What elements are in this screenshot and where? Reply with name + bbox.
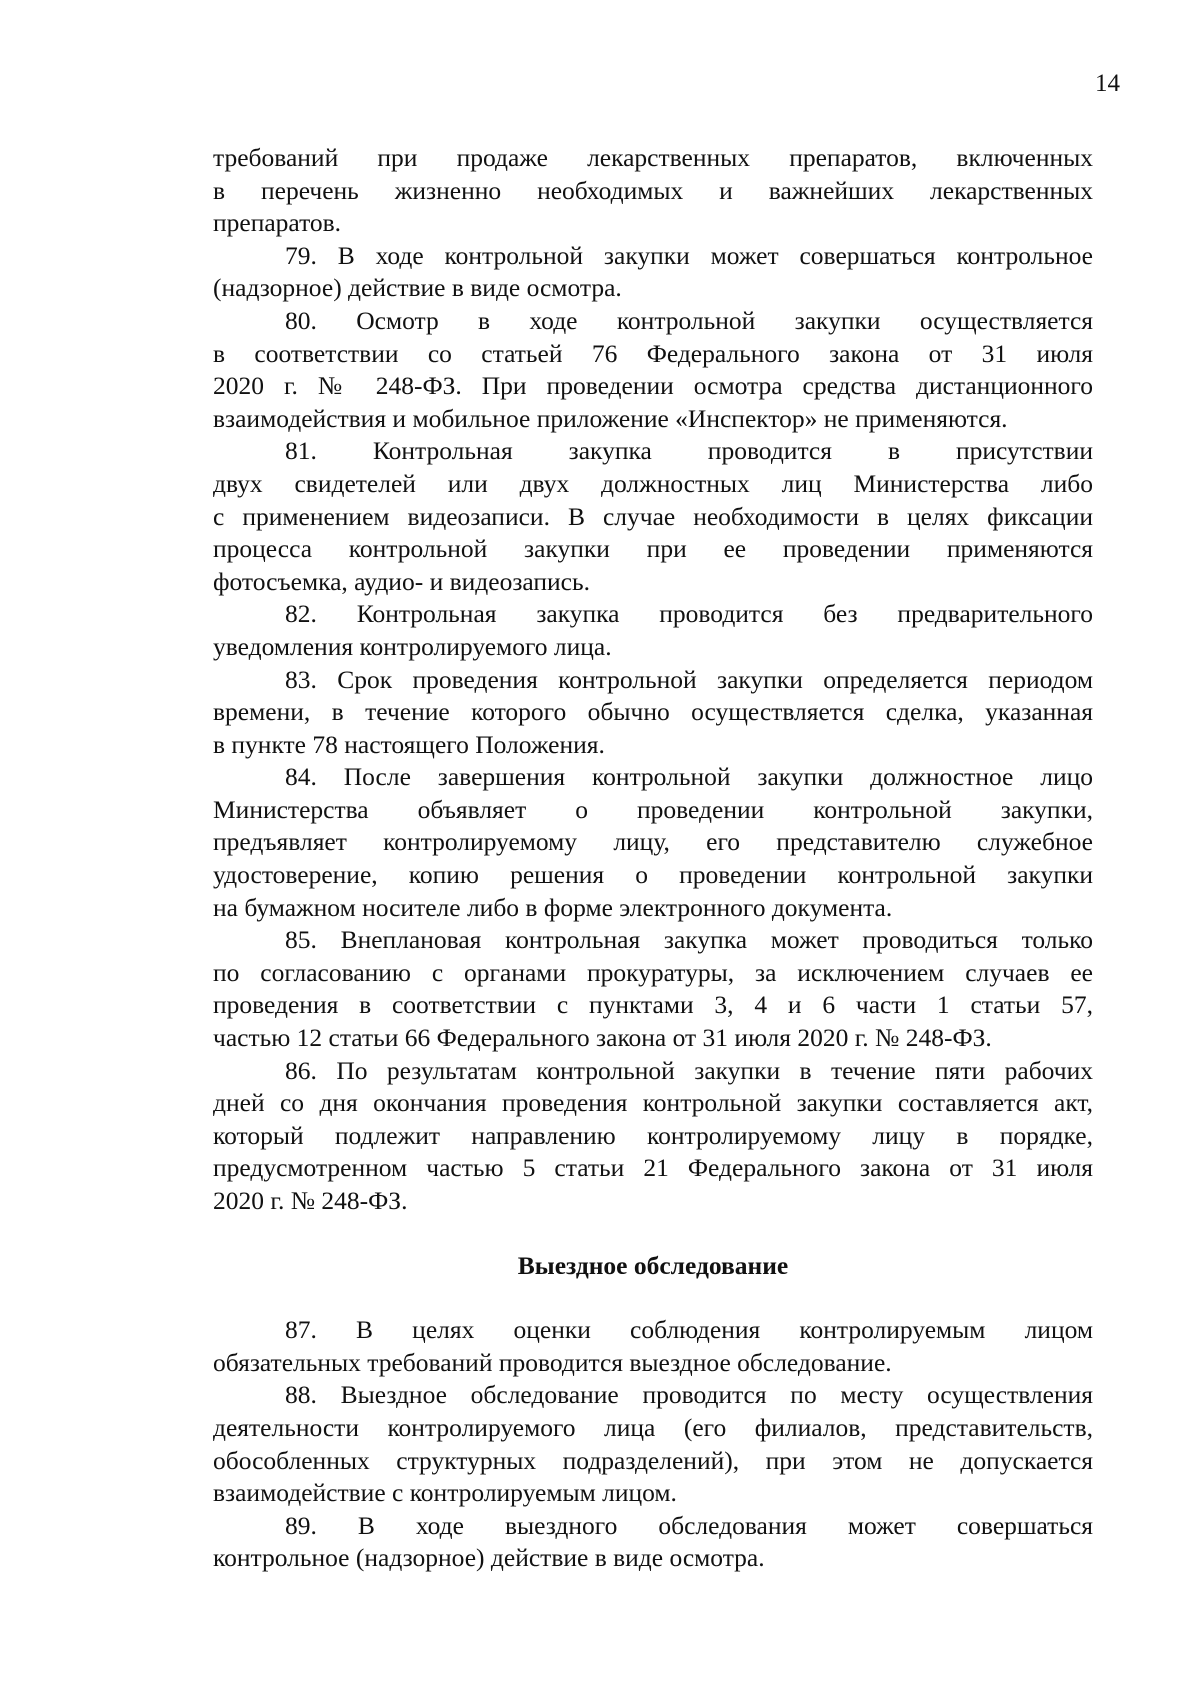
text-line: уведомления контролируемого лица.: [213, 631, 612, 661]
document-body: [213, 142, 1093, 1575]
text-line: деятельности контролируемого лица (его филиалов, представительств,: [213, 1412, 1093, 1442]
paragraph: [213, 598, 1093, 663]
paragraph: [213, 1379, 1093, 1509]
text-line: 88. Выездное обследование проводится по месту осуществления: [285, 1380, 1093, 1410]
text-line: взаимодействие с контролируемым лицом.: [213, 1478, 677, 1508]
page-number: 14: [1095, 70, 1120, 97]
paragraph: [213, 761, 1093, 924]
text-line: фотосъемка, аудио- и видеозапись.: [213, 566, 590, 596]
paragraph: [213, 435, 1093, 598]
text-line: взаимодействия и мобильное приложение «Инспектор» не применяются.: [213, 403, 1008, 433]
text-line: обязательных требований проводится выездное обследование.: [213, 1347, 892, 1377]
paragraph: [213, 305, 1093, 435]
spacer: [213, 1282, 1093, 1314]
text-line: контрольное (надзорное) действие в виде осмотра.: [213, 1543, 765, 1573]
text-line: 2020 г. № 248-ФЗ.: [213, 1186, 408, 1215]
text-line: на бумажном носителе либо в форме электронного документа.: [213, 892, 893, 922]
paragraphs-section-2: [213, 1314, 1093, 1575]
text-line: частью 12 статьи 66 Федерального закона от 31 июля 2020 г. № 248-ФЗ.: [213, 1023, 992, 1053]
text-line: 84. После завершения контрольной закупки должностное лицо: [285, 762, 1093, 792]
paragraph: [213, 924, 1093, 1054]
paragraphs-section-1: [213, 142, 1093, 1218]
text-line: с применением видеозаписи. В случае необходимости в целях фиксации: [213, 501, 1093, 531]
paragraph: [213, 1510, 1093, 1575]
text-line: в соответствии со статьей 76 Федерального закона от 31 июля: [213, 338, 1093, 368]
text-line: 81. Контрольная закупка проводится в присутствии: [285, 436, 1093, 466]
text-line: 2020 г. № 248-ФЗ. При проведении осмотра средства дистанционного: [213, 371, 1093, 401]
paragraph: [213, 664, 1093, 762]
paragraph: [213, 1314, 1093, 1379]
text-line: обособленных структурных подразделений), при этом не допускается: [213, 1445, 1093, 1475]
text-line: 85. Внеплановая контрольная закупка может проводиться только: [285, 925, 1093, 955]
text-line: 79. В ходе контрольной закупки может совершаться контрольное: [285, 240, 1093, 270]
text-line: 87. В целях оценки соблюдения контролируемым лицом: [285, 1315, 1093, 1345]
text-line: по согласованию с органами прокуратуры, за исключением случаев ее: [213, 957, 1093, 987]
text-line: Министерства объявляет о проведении контрольной закупки,: [213, 794, 1093, 824]
text-line: дней со дня окончания проведения контрольной закупки составляется акт,: [213, 1088, 1093, 1118]
text-line: предъявляет контролируемому лицу, его представителю служебное: [213, 827, 1093, 857]
text-line: 83. Срок проведения контрольной закупки определяется периодом: [285, 664, 1093, 694]
text-line: (надзорное) действие в виде осмотра.: [213, 273, 622, 303]
text-line: который подлежит направлению контролируемому лицу в порядке,: [213, 1120, 1093, 1150]
text-line: в пункте 78 настоящего Положения.: [213, 729, 605, 759]
text-line: 80. Осмотр в ходе контрольной закупки осуществляется: [285, 305, 1093, 335]
paragraph: [213, 1055, 1093, 1218]
text-line: в перечень жизненно необходимых и важнейших лекарственных: [213, 175, 1093, 205]
text-line: требований при продаже лекарственных препаратов, включенных: [213, 143, 1093, 172]
text-line: предусмотренном частью 5 статьи 21 Федерального закона от 31 июля: [213, 1153, 1093, 1183]
text-line: проведения в соответствии с пунктами 3, 4 и 6 части 1 статьи 57,: [213, 990, 1093, 1020]
text-line: времени, в течение которого обычно осуществляется сделка, указанная: [213, 697, 1093, 727]
spacer: [213, 1218, 1093, 1250]
text-line: удостоверение, копию решения о проведении контрольной закупки: [213, 860, 1093, 890]
section-heading: Выездное обследование: [517, 1250, 789, 1280]
paragraph: [213, 240, 1093, 305]
text-line: 89. В ходе выездного обследования может совершаться: [285, 1510, 1093, 1540]
text-line: препаратов.: [213, 208, 342, 238]
text-line: 86. По результатам контрольной закупки в течение пяти рабочих: [285, 1055, 1093, 1085]
text-line: двух свидетелей или двух должностных лиц Министерства либо: [213, 468, 1093, 498]
paragraph: [213, 142, 1093, 240]
text-line: 82. Контрольная закупка проводится без предварительного: [285, 599, 1093, 629]
text-line: процесса контрольной закупки при ее проведении применяются: [213, 534, 1093, 564]
